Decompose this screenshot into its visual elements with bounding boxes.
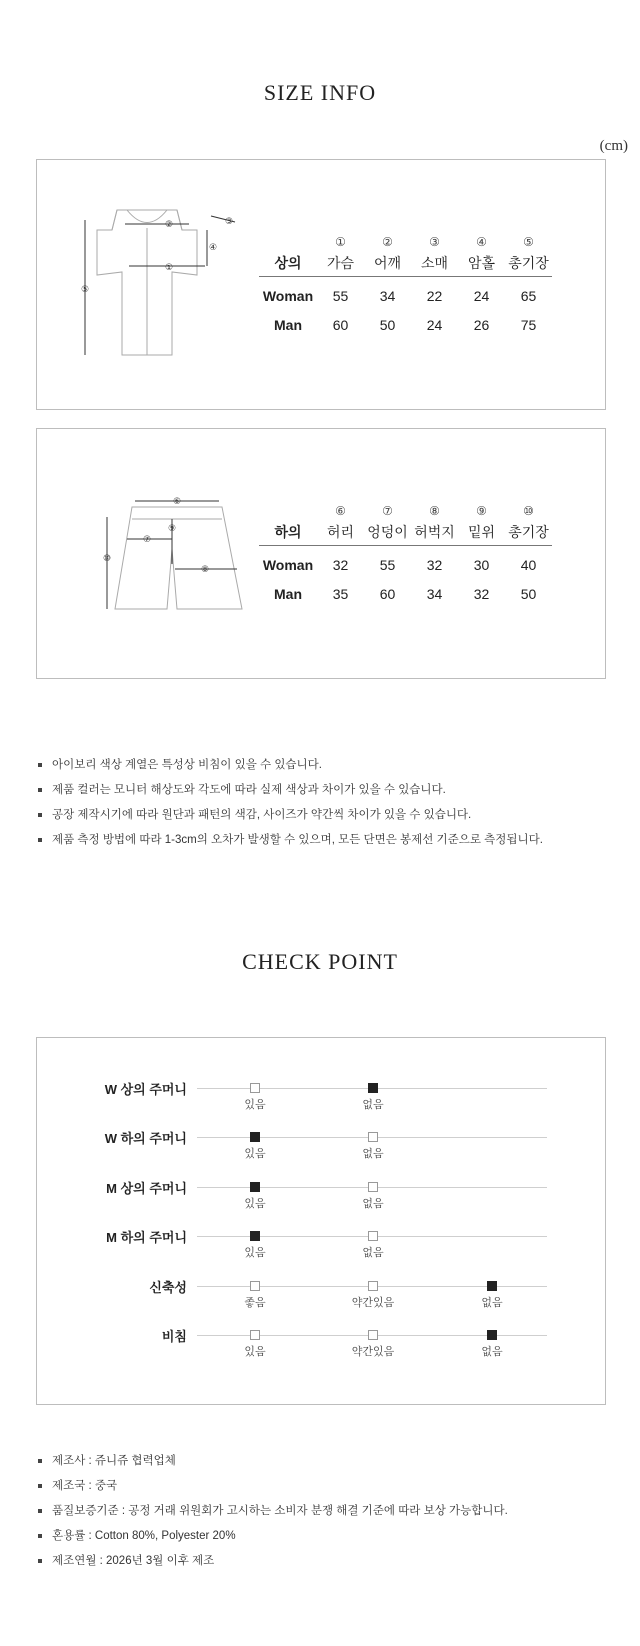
checkbox: [368, 1132, 378, 1142]
check-option: 없음: [333, 1182, 413, 1211]
check-option: 좋음: [215, 1281, 295, 1310]
check-option: 있음: [215, 1132, 295, 1161]
notes-list: [36, 756, 543, 856]
list-item: 아이보리 색상 계열은 특성상 비침이 있을 수 있습니다.: [36, 756, 543, 781]
bottom-col-2: 엉덩이: [364, 519, 411, 546]
check-option: 없음: [333, 1132, 413, 1161]
bottom-num-8: ⑧: [429, 504, 440, 518]
check-option: 없음: [452, 1281, 532, 1310]
list-item: 제조연월 : 2026년 3월 이후 제조: [36, 1552, 508, 1577]
check-option: 있음: [215, 1330, 295, 1359]
shorts-diagram: [97, 489, 267, 619]
table-row: Man 60 50 24 26 75: [274, 316, 537, 333]
diagram-mark-4: ④: [208, 243, 218, 253]
list-item: 제조국 : 중국: [36, 1477, 508, 1502]
size-info-title: SIZE INFO: [263, 80, 377, 105]
bottom-num-9: ⑨: [476, 504, 487, 518]
checkbox: [250, 1182, 260, 1192]
check-row: 비침 있음 약간있음 없음: [37, 1326, 605, 1366]
table-row: Woman 55 34 22 24 65: [262, 287, 537, 304]
checkbox: [368, 1182, 378, 1192]
checkbox: [368, 1231, 378, 1241]
bottom-num-10: ⑩: [523, 504, 534, 518]
diagram-mark-1: ①: [164, 263, 174, 273]
diagram-mark-2: ②: [164, 220, 174, 230]
list-item: 제품 컬러는 모니터 해상도와 각도에 따라 실제 색상과 차이가 있을 수 있습니다.: [36, 781, 543, 806]
check-row: 신축성 좋음 약간있음 없음: [37, 1277, 605, 1317]
bottom-col-4: 밑위: [458, 519, 505, 546]
checkbox: [368, 1083, 378, 1093]
check-option: 없음: [452, 1330, 532, 1359]
check-row: W 상의 주머니 있음 없음: [37, 1079, 605, 1119]
bottom-num-7: ⑦: [382, 504, 393, 518]
check-row: M 하의 주머니 있음 없음: [37, 1227, 605, 1267]
product-info-list: [36, 1452, 508, 1577]
check-option: 있음: [215, 1231, 295, 1260]
top-size-table: [259, 234, 552, 339]
check-option: 있음: [215, 1182, 295, 1211]
check-row: W 하의 주머니 있음 없음: [37, 1128, 605, 1168]
checkbox: [250, 1231, 260, 1241]
list-item: 제품 측정 방법에 따라 1-3cm의 오차가 발생할 수 있으며, 모든 단면은 봉제선 기준으로 측정됩니다.: [36, 831, 543, 856]
bottom-category: 하의: [259, 519, 317, 546]
top-col-5: 총기장: [505, 250, 552, 277]
checkbox: [250, 1083, 260, 1093]
top-num-2: ②: [382, 235, 393, 249]
list-item: 제조사 : 쥬니쥬 협력업체: [36, 1452, 508, 1477]
check-option: 없음: [333, 1083, 413, 1112]
checkbox: [487, 1281, 497, 1291]
list-item: 품질보증기준 : 공정 거래 위원회가 고시하는 소비자 분쟁 해결 기준에 따라 보상 가능합니다.: [36, 1502, 508, 1527]
diagram-mark-5: ⑤: [80, 285, 90, 295]
checkbox: [368, 1330, 378, 1340]
bottom-num-6: ⑥: [335, 504, 346, 518]
check-option: 약간있음: [333, 1330, 413, 1359]
diagram-mark-3: ③: [224, 217, 234, 227]
diagram-mark-7: ⑦: [142, 535, 152, 545]
bottom-col-3: 허벅지: [411, 519, 458, 546]
list-item: 혼용률 : Cotton 80%, Polyester 20%: [36, 1527, 508, 1552]
top-num-1: ①: [335, 235, 346, 249]
checkbox: [487, 1330, 497, 1340]
bottom-col-1: 허리: [317, 519, 364, 546]
checkbox: [250, 1330, 260, 1340]
check-point-box: [36, 1037, 606, 1405]
check-option: 없음: [333, 1231, 413, 1260]
list-item: 공장 제작시기에 따라 원단과 패턴의 색감, 사이즈가 약간씩 차이가 있을 수 있습니다.: [36, 806, 543, 831]
bottom-size-box: [36, 428, 606, 679]
table-row: Man 35 60 34 32 50: [274, 585, 537, 602]
top-col-3: 소매: [411, 250, 458, 277]
unit-label: (cm): [599, 138, 628, 154]
top-col-1: 가슴: [317, 250, 364, 277]
bottom-size-table: [259, 503, 552, 608]
shirt-diagram: [77, 200, 267, 370]
diagram-mark-8: ⑧: [200, 565, 210, 575]
top-num-4: ④: [476, 235, 487, 249]
check-option: 있음: [215, 1083, 295, 1112]
check-row: M 상의 주머니 있음 없음: [37, 1178, 605, 1218]
top-category: 상의: [259, 250, 317, 277]
check-point-title: CHECK POINT: [242, 949, 398, 974]
checkbox: [250, 1281, 260, 1291]
diagram-mark-9: ⑨: [167, 524, 177, 534]
diagram-mark-10: ⑩: [102, 554, 112, 564]
top-size-box: [36, 159, 606, 410]
checkbox: [368, 1281, 378, 1291]
top-num-5: ⑤: [523, 235, 534, 249]
top-col-2: 어깨: [364, 250, 411, 277]
bottom-col-5: 총기장: [505, 519, 552, 546]
check-option: 약간있음: [333, 1281, 413, 1310]
checkbox: [250, 1132, 260, 1142]
top-num-3: ③: [429, 235, 440, 249]
top-col-4: 암홀: [458, 250, 505, 277]
diagram-mark-6: ⑥: [172, 497, 182, 507]
table-row: Woman 32 55 32 30 40: [262, 556, 537, 573]
